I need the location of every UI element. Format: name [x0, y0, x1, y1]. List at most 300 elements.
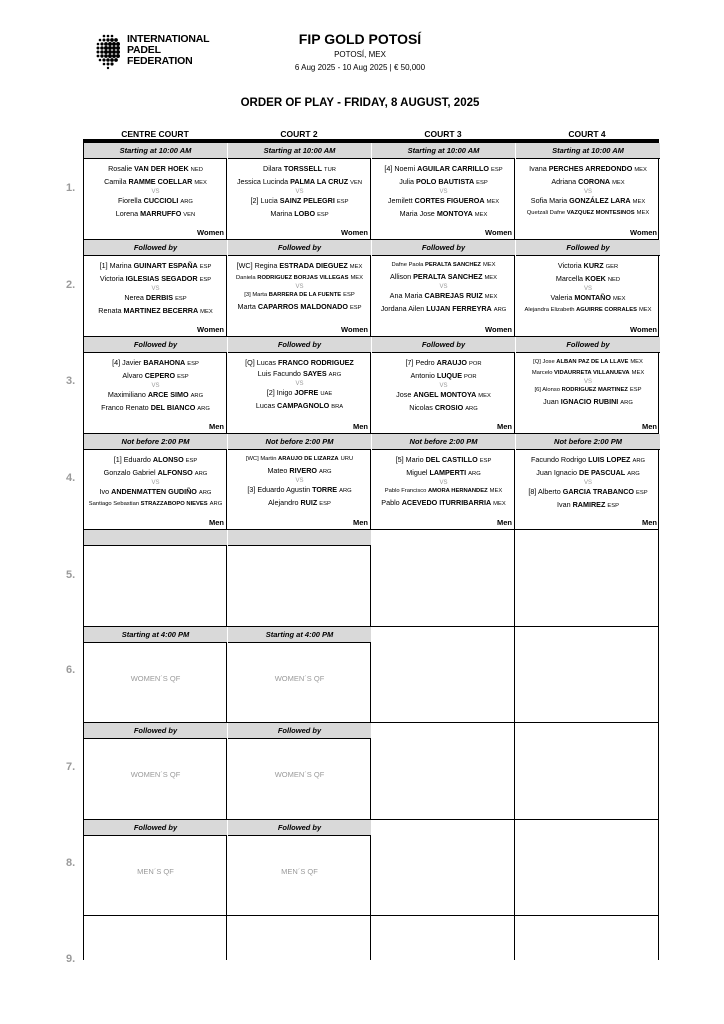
- player-last-name: IGLESIAS SEGADOR: [125, 274, 198, 283]
- court-header-centre: CENTRE COURT: [121, 129, 189, 139]
- player-seed: [3]: [244, 292, 253, 298]
- vs-label: VS: [151, 189, 160, 195]
- player-nationality: TUR: [324, 167, 336, 173]
- match-cell: [228, 820, 371, 915]
- match-category: Women: [197, 228, 224, 237]
- player-nationality: MEX: [630, 359, 643, 365]
- player-last-name: RIVERO: [289, 466, 317, 475]
- player-last-name: FRANCO RODRIGUEZ: [277, 358, 354, 367]
- player-last-name: AMORA HERNANDEZ: [427, 488, 488, 494]
- event-location: POTOSÍ, MEX: [334, 50, 386, 59]
- match-cell: [372, 143, 515, 239]
- match-cell: [228, 240, 371, 336]
- player-nationality: MEX: [350, 275, 363, 281]
- vs-label: VS: [439, 480, 448, 486]
- match-cell: [84, 820, 227, 915]
- match-cell: [84, 627, 227, 722]
- player-nationality: ARG: [180, 199, 193, 205]
- player-seed: [5]: [395, 455, 406, 464]
- player-last-name: ALFONSO: [157, 468, 193, 477]
- match-cell: [228, 434, 371, 529]
- row-number: 7.: [66, 761, 76, 773]
- player-first-name: Eduardo Agustin: [257, 485, 313, 494]
- player-first-name: Alejandro: [268, 498, 301, 507]
- player-last-name: PALMA LA CRUZ: [290, 177, 349, 186]
- player-nationality: ARG: [620, 400, 633, 406]
- vs-label: VS: [583, 480, 592, 486]
- player-first-name: Maximiliano: [107, 390, 148, 399]
- player-seed: [2]: [250, 196, 261, 205]
- match-cell: [516, 337, 660, 433]
- player-line: [84, 208, 227, 221]
- player-last-name: PERALTA SANCHEZ: [425, 262, 481, 268]
- player-seed: [4]: [112, 358, 123, 367]
- player-last-name: SAYES: [302, 369, 327, 378]
- match-cell: [84, 143, 227, 239]
- match-placeholder: MEN´S QF: [281, 867, 318, 876]
- player-first-name: Mario: [405, 455, 426, 464]
- player-last-name: RAMIREZ: [572, 500, 606, 509]
- player-last-name: ESTRADA DIEGUEZ: [279, 261, 348, 270]
- player-line: [84, 389, 227, 402]
- player-line: [372, 370, 515, 383]
- player-nationality: MEX: [194, 180, 207, 186]
- player-nationality: MEX: [484, 275, 498, 281]
- match-start-time: Followed by: [372, 240, 515, 256]
- player-first-name: Ana Maria: [389, 291, 425, 300]
- player-first-name: Quetzali Dafne: [526, 210, 567, 216]
- player-line: [372, 486, 515, 497]
- org-line-2: PADEL: [127, 44, 161, 56]
- player-seed: [WC]: [236, 261, 255, 270]
- match-start-time: Followed by: [228, 820, 371, 836]
- player-first-name: Pablo: [381, 498, 402, 507]
- player-seed: [3]: [247, 485, 258, 494]
- player-nationality: ESP: [199, 264, 212, 270]
- match-start-time: Starting at 10:00 AM: [516, 143, 660, 159]
- player-first-name: Jessica Lucinda: [236, 177, 291, 186]
- player-nationality: VEN: [183, 212, 196, 218]
- player-first-name: Renata: [98, 306, 124, 315]
- match-placeholder: WOMEN´S QF: [130, 770, 181, 779]
- player-line: [372, 497, 515, 510]
- match-category: Women: [630, 325, 657, 334]
- player-first-name: Marta: [252, 292, 269, 298]
- player-last-name: KOEK: [585, 274, 606, 283]
- player-first-name: Juan Ignacio: [536, 468, 579, 477]
- player-nationality: MEX: [638, 307, 652, 313]
- player-nationality: ESP: [607, 503, 619, 509]
- player-line: [372, 357, 515, 370]
- player-nationality: ESP: [317, 212, 329, 218]
- player-line: [372, 402, 515, 415]
- match-start-time: Followed by: [84, 337, 227, 353]
- player-nationality: URU: [340, 456, 354, 462]
- row-number: 5.: [66, 569, 76, 581]
- player-nationality: ESP: [185, 458, 198, 464]
- player-first-name: Lorena: [115, 209, 141, 218]
- player-first-name: Fiorella: [118, 196, 144, 205]
- player-nationality: ESP: [476, 180, 488, 186]
- player-line: [516, 273, 660, 286]
- player-line: [84, 195, 227, 208]
- player-first-name: Alvaro: [122, 371, 145, 380]
- player-first-name: Regina: [254, 261, 280, 270]
- player-first-name: Marina: [109, 261, 134, 270]
- player-last-name: MONTOYA: [436, 209, 473, 218]
- player-line: [228, 163, 371, 176]
- player-line: [372, 271, 515, 284]
- player-nationality: ESP: [349, 305, 362, 311]
- player-nationality: ARG: [209, 501, 223, 507]
- player-last-name: VAZQUEZ MONTESINOS: [566, 210, 635, 216]
- player-line: [228, 301, 371, 314]
- match-category: Women: [485, 228, 512, 237]
- player-last-name: PERCHES ARREDONDO: [548, 164, 633, 173]
- row-number: 1.: [66, 182, 76, 194]
- match-cell: [372, 434, 515, 529]
- player-nationality: ESP: [187, 361, 199, 367]
- player-first-name: Julia: [399, 177, 416, 186]
- vs-label: VS: [439, 284, 448, 290]
- player-last-name: KURZ: [583, 261, 604, 270]
- player-first-name: Allison: [389, 272, 414, 281]
- player-line: [372, 303, 515, 316]
- player-seed: [Q]: [533, 359, 543, 365]
- player-line: [228, 273, 371, 284]
- row-number: 9.: [66, 953, 76, 965]
- player-nationality: ARG: [328, 372, 342, 378]
- player-line: [372, 290, 515, 303]
- player-line: [516, 305, 660, 316]
- player-first-name: Ivan: [557, 500, 573, 509]
- match-start-time: Not before 2:00 PM: [84, 434, 227, 450]
- match-start-time: Starting at 10:00 AM: [372, 143, 515, 159]
- player-nationality: ESP: [336, 199, 349, 205]
- match-category: Men: [642, 422, 657, 431]
- match-category: Men: [497, 422, 512, 431]
- vs-label: VS: [151, 286, 160, 292]
- match-cell: [228, 723, 371, 819]
- player-first-name: Maria Jose: [399, 209, 437, 218]
- match-start-time: Starting at 4:00 PM: [84, 627, 227, 643]
- player-nationality: ESP: [491, 167, 503, 173]
- match-start-time: Followed by: [372, 337, 515, 353]
- player-nationality: MEX: [631, 370, 645, 376]
- match-cell: [84, 723, 227, 819]
- player-line: [372, 163, 515, 176]
- vs-label: VS: [151, 383, 160, 389]
- court-header-3: COURT 3: [424, 129, 462, 139]
- match-players: [372, 163, 515, 221]
- player-line: [516, 208, 660, 219]
- grid-hline: [83, 915, 659, 916]
- player-last-name: GONZÁLEZ LARA: [569, 196, 631, 205]
- player-first-name: Dilara: [263, 164, 284, 173]
- player-first-name: Camila: [104, 177, 129, 186]
- match-start-time: Followed by: [516, 240, 660, 256]
- match-players: [516, 454, 660, 512]
- player-seed: [4]: [384, 164, 395, 173]
- match-start-time: Followed by: [228, 723, 371, 739]
- player-seed: [1]: [113, 455, 124, 464]
- player-nationality: ARG: [465, 406, 478, 412]
- player-first-name: Jose: [542, 359, 557, 365]
- match-players: [516, 260, 660, 316]
- player-nationality: POR: [463, 374, 477, 380]
- player-last-name: ARAUJO: [436, 358, 467, 367]
- row-number: 8.: [66, 857, 76, 869]
- match-players: [228, 260, 371, 314]
- player-first-name: Javier: [122, 358, 144, 367]
- player-line: [372, 454, 515, 467]
- match-placeholder: MEN´S QF: [137, 867, 174, 876]
- player-last-name: ALBAN PAZ DE LA LLAVE: [556, 359, 629, 365]
- match-category: Women: [630, 228, 657, 237]
- player-nationality: MEX: [632, 199, 646, 205]
- player-line: [516, 499, 660, 512]
- player-line: [516, 467, 660, 480]
- player-line: [516, 176, 660, 189]
- match-category: Men: [209, 422, 224, 431]
- player-last-name: GUINART ESPAÑA: [133, 261, 198, 270]
- match-category: Women: [341, 325, 368, 334]
- player-line: [84, 305, 227, 318]
- match-category: Women: [197, 325, 224, 334]
- player-seed: [8]: [528, 487, 538, 496]
- player-last-name: PERALTA SANCHEZ: [413, 272, 483, 281]
- player-line: [228, 195, 371, 208]
- player-nationality: UAE: [320, 391, 333, 397]
- player-first-name: Pedro: [415, 358, 437, 367]
- player-line: [84, 357, 227, 370]
- match-players: [372, 357, 515, 415]
- player-nationality: ARG: [190, 393, 204, 399]
- player-last-name: MONTAÑO: [574, 293, 611, 302]
- player-last-name: DEL CASTILLO: [425, 455, 478, 464]
- player-first-name: Alonso: [542, 387, 562, 393]
- match-cell: [372, 240, 515, 336]
- player-line: [228, 176, 371, 189]
- player-first-name: Nerea: [124, 293, 146, 302]
- player-last-name: BARRERA DE LA FUENTE: [268, 292, 342, 298]
- player-line: [228, 290, 371, 301]
- player-line: [516, 357, 660, 368]
- match-start-time: Not before 2:00 PM: [228, 434, 371, 450]
- match-category: Women: [485, 325, 512, 334]
- player-last-name: CORTES FIGUEROA: [414, 196, 485, 205]
- player-first-name: Marina: [270, 209, 295, 218]
- player-last-name: LUIS LOPEZ: [588, 455, 631, 464]
- player-line: [84, 273, 227, 286]
- match-players: [228, 163, 371, 221]
- player-nationality: ESP: [343, 292, 355, 298]
- player-line: [372, 176, 515, 189]
- player-last-name: VIDAURRETA VILLANUEVA: [554, 370, 630, 376]
- player-line: [228, 260, 371, 273]
- player-nationality: MEX: [612, 180, 625, 186]
- player-last-name: DE PASCUAL: [579, 468, 626, 477]
- player-first-name: Marcella: [555, 274, 586, 283]
- event-dates-prize: 6 Aug 2025 - 10 Aug 2025 | € 50,000: [294, 63, 426, 72]
- player-nationality: ARG: [198, 490, 212, 496]
- player-nationality: MEX: [482, 262, 496, 268]
- player-line: [372, 389, 515, 402]
- player-seed: [1]: [99, 261, 110, 270]
- match-start-time: Not before 2:00 PM: [372, 434, 515, 450]
- player-last-name: DEL BIANCO: [150, 403, 196, 412]
- player-nationality: MEX: [636, 210, 650, 216]
- player-nationality: MEX: [349, 264, 363, 270]
- player-line: [84, 292, 227, 305]
- player-line: [84, 260, 227, 273]
- event-title: FIP GOLD POTOSÍ: [298, 31, 422, 47]
- match-start-time: Not before 2:00 PM: [516, 434, 660, 450]
- match-start-time: Starting at 10:00 AM: [84, 143, 227, 159]
- player-first-name: Mateo: [267, 466, 290, 475]
- org-name: [127, 34, 209, 67]
- match-players: [84, 454, 227, 510]
- player-nationality: NED: [607, 277, 621, 283]
- match-start-time: [228, 530, 371, 546]
- player-first-name: Jose: [396, 390, 414, 399]
- player-first-name: Dafne Paola: [391, 262, 426, 268]
- player-last-name: IGNACIO RUBINI: [560, 397, 619, 406]
- player-seed: [WC]: [245, 456, 261, 462]
- match-cell: [228, 530, 371, 626]
- match-placeholder: WOMEN´S QF: [274, 770, 325, 779]
- match-cell: [228, 337, 371, 433]
- player-last-name: POLO BAUTISTA: [416, 177, 475, 186]
- match-start-time: Starting at 4:00 PM: [228, 627, 371, 643]
- player-last-name: CAPARROS MALDONADO: [257, 302, 348, 311]
- vs-label: VS: [583, 189, 592, 195]
- player-seed: [6]: [534, 387, 543, 393]
- player-nationality: ARG: [468, 471, 481, 477]
- player-nationality: MEX: [474, 212, 488, 218]
- player-last-name: CORONA: [578, 177, 611, 186]
- org-line-1: INTERNATIONAL: [127, 33, 210, 45]
- player-last-name: STRAZZABOPO NIEVES: [140, 501, 208, 507]
- player-seed: [Q]: [245, 358, 257, 367]
- player-nationality: NED: [190, 167, 203, 173]
- player-line: [516, 396, 660, 409]
- match-category: Men: [353, 422, 368, 431]
- player-first-name: Jordana Ailen: [380, 304, 427, 313]
- player-first-name: Noemi: [394, 164, 418, 173]
- player-nationality: MEX: [493, 501, 506, 507]
- player-first-name: Lucia: [260, 196, 280, 205]
- player-nationality: ARG: [493, 307, 507, 313]
- player-line: [228, 465, 371, 478]
- player-first-name: Ivo: [99, 487, 112, 496]
- player-last-name: JOFRE: [294, 388, 319, 397]
- player-line: [372, 467, 515, 480]
- player-line: [228, 387, 371, 400]
- player-line: [84, 370, 227, 383]
- player-last-name: MARRUFFO: [140, 209, 182, 218]
- vs-label: VS: [295, 189, 304, 195]
- match-category: Men: [209, 518, 224, 527]
- row-number: 3.: [66, 375, 76, 387]
- match-category: Men: [353, 518, 368, 527]
- player-first-name: Franco Renato: [101, 403, 151, 412]
- player-nationality: MEX: [478, 393, 491, 399]
- player-nationality: BRA: [331, 404, 344, 410]
- player-first-name: Juan: [543, 397, 561, 406]
- match-players: [228, 357, 371, 413]
- player-last-name: AGUIRRE CORRALES: [576, 307, 637, 313]
- player-line: [372, 195, 515, 208]
- player-first-name: Marcelo: [531, 370, 555, 376]
- player-seed: [2]: [266, 388, 277, 397]
- player-last-name: CUCCIOLI: [143, 196, 179, 205]
- player-last-name: AGUILAR CARRILLO: [417, 164, 490, 173]
- player-last-name: BARAHONA: [143, 358, 186, 367]
- player-last-name: DERBIS: [145, 293, 174, 302]
- player-last-name: CEPERO: [144, 371, 176, 380]
- player-line: [516, 454, 660, 467]
- player-first-name: Pablo Francisco: [384, 488, 428, 494]
- player-last-name: RODRIGUEZ BORJAS VILLEGAS: [257, 275, 349, 281]
- player-last-name: GARCIA TRABANCO: [562, 487, 634, 496]
- match-cell: [228, 143, 371, 239]
- player-nationality: MEX: [200, 309, 213, 315]
- match-cell: [372, 337, 515, 433]
- player-line: [84, 499, 227, 510]
- player-nationality: ESP: [479, 458, 492, 464]
- match-cell: [84, 530, 227, 626]
- player-nationality: MEX: [634, 167, 647, 173]
- match-players: [84, 357, 227, 415]
- match-cell: [516, 240, 660, 336]
- player-line: [84, 176, 227, 189]
- match-placeholder: WOMEN´S QF: [130, 674, 181, 683]
- player-first-name: Marta: [237, 302, 258, 311]
- player-first-name: Luis Facundo: [257, 369, 303, 378]
- player-nationality: ESP: [175, 296, 187, 302]
- player-last-name: ARCE SIMO: [147, 390, 189, 399]
- player-line: [516, 385, 660, 396]
- match-category: Men: [497, 518, 512, 527]
- player-line: [516, 195, 660, 208]
- player-last-name: RODRIGUEZ MARTINEZ: [561, 387, 628, 393]
- player-nationality: MEX: [486, 199, 500, 205]
- player-line: [516, 368, 660, 379]
- match-start-time: Followed by: [84, 820, 227, 836]
- player-first-name: Martin: [260, 456, 279, 462]
- player-nationality: ARG: [197, 406, 210, 412]
- player-first-name: Alberto: [537, 487, 563, 496]
- player-line: [516, 260, 660, 273]
- player-nationality: ESP: [629, 387, 642, 393]
- player-nationality: ESP: [635, 490, 648, 496]
- player-line: [228, 368, 371, 381]
- match-placeholder: WOMEN´S QF: [274, 674, 325, 683]
- match-players: [84, 260, 227, 318]
- player-first-name: Antonio: [410, 371, 437, 380]
- player-last-name: LUJAN FERREYRA: [426, 304, 492, 313]
- match-start-time: Followed by: [84, 240, 227, 256]
- match-players: [84, 163, 227, 221]
- player-line: [228, 208, 371, 221]
- player-first-name: Lucas: [256, 358, 278, 367]
- player-line: [84, 402, 227, 415]
- player-first-name: Daniela: [236, 275, 258, 281]
- player-last-name: RAMME COELLAR: [128, 177, 193, 186]
- match-cell: [516, 143, 660, 239]
- player-first-name: Ivana: [529, 164, 549, 173]
